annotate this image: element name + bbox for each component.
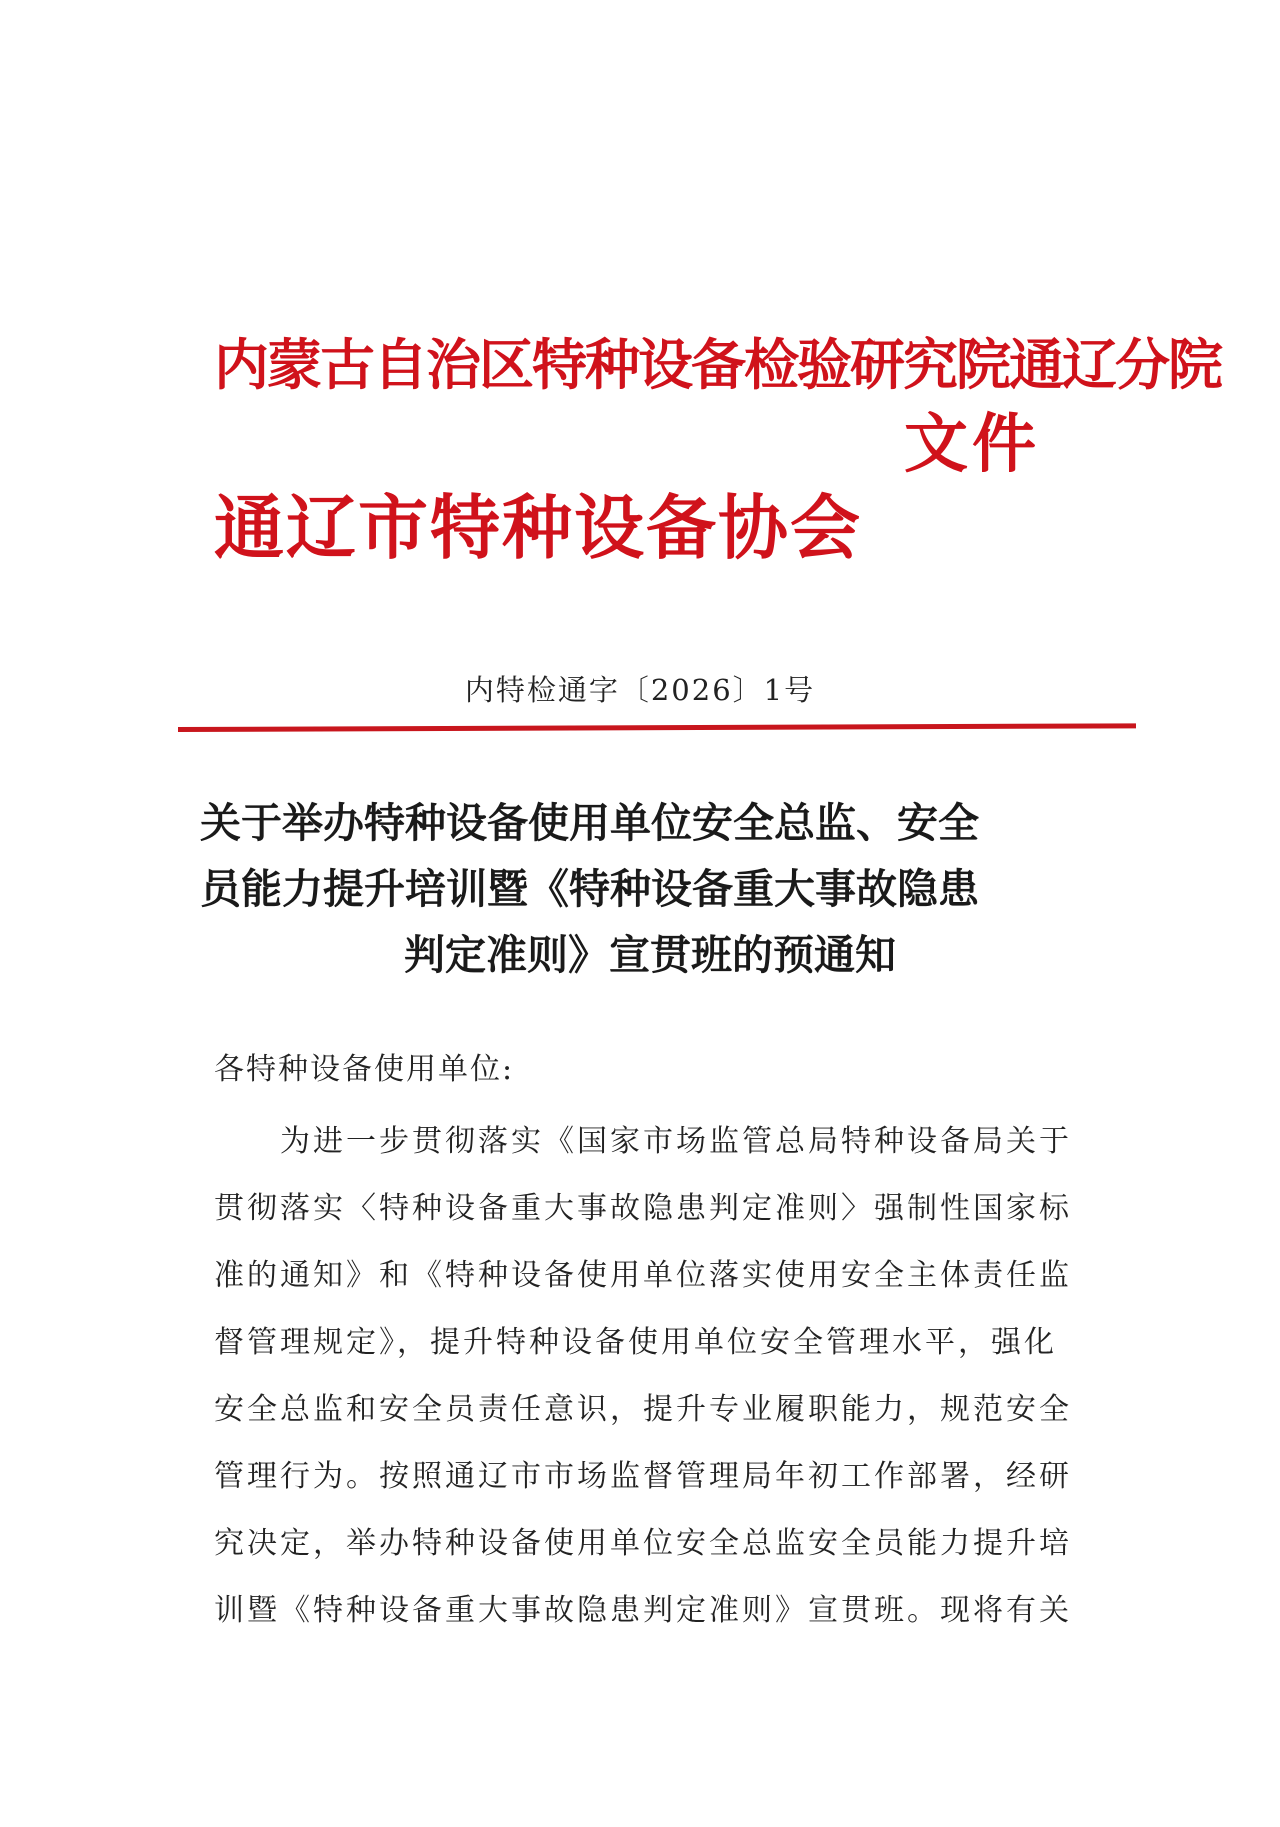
body-line: 究决定，举办特种设备使用单位安全总监安全员能力提升培: [214, 1526, 1072, 1561]
body-line: 管理行为。按照通辽市市场监督管理局年初工作部署，经研: [214, 1459, 1072, 1494]
body-line: 准的通知》和《特种设备使用单位落实使用安全主体责任监: [214, 1258, 1072, 1293]
letterhead-issuer-2: 通辽市特种设备协会: [214, 487, 862, 569]
title-line: 关于举办特种设备使用单位安全总监、安全: [200, 799, 979, 847]
title-line: 判定准则》宣贯班的预通知: [404, 931, 896, 979]
letterhead: [214, 330, 1222, 590]
body-paragraph: [214, 1108, 1094, 1644]
letterhead-issuer-1: 内蒙古自治区特种设备检验研究院通辽分院: [214, 332, 1222, 397]
body-line: 为进一步贯彻落实《国家市场监管总局特种设备局关于: [214, 1124, 1072, 1159]
document-title: [200, 790, 1100, 988]
red-divider-line: [178, 723, 1136, 732]
title-line: 员能力提升培训暨《特种设备重大事故隐患: [200, 865, 979, 913]
body-line: 督管理规定》，提升特种设备使用单位安全管理水平，强化: [214, 1325, 1057, 1360]
letterhead-suffix: 文件: [904, 408, 1040, 482]
salutation: 各特种设备使用单位:: [214, 1052, 515, 1087]
document-number: 内特检通字〔2026〕1号: [464, 673, 816, 707]
body-line: 训暨《特种设备重大事故隐患判定准则》宣贯班。现将有关: [214, 1593, 1072, 1628]
body-line: 贯彻落实〈特种设备重大事故隐患判定准则〉强制性国家标: [214, 1191, 1072, 1226]
body-line: 安全总监和安全员责任意识，提升专业履职能力，规范安全: [214, 1392, 1072, 1427]
